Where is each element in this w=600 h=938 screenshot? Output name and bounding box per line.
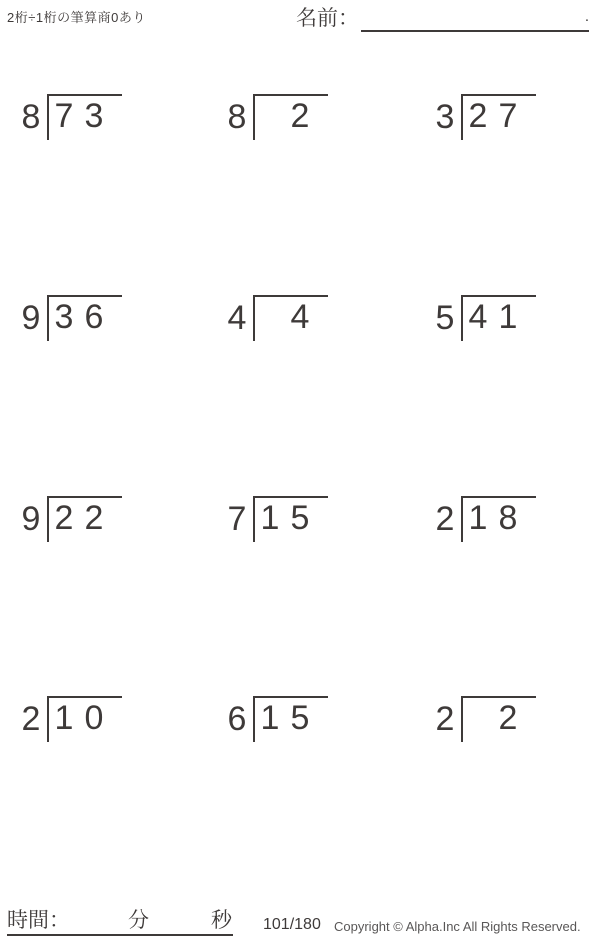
dividend-ones: 2: [84, 499, 104, 537]
division-bracket: [253, 696, 328, 742]
divisor: 5: [435, 299, 455, 337]
division-problem-11: [224, 696, 328, 742]
dividend-tens: [255, 99, 285, 140]
divisor: 8: [21, 98, 41, 136]
division-problem-8: [224, 496, 328, 542]
name-label: 名前：: [296, 7, 359, 30]
dividend-ones: 2: [290, 97, 310, 135]
division-problem-9: [432, 496, 536, 542]
division-problem-2: [224, 94, 328, 140]
division-bracket: [253, 94, 328, 140]
dividend-tens: [463, 701, 493, 742]
divisor: 3: [435, 98, 455, 136]
dividend-tens: 1: [468, 499, 488, 537]
copyright-notice: Copyright © Alpha.Inc All Rights Reserved.: [334, 919, 581, 934]
time-field: [7, 906, 233, 936]
dividend-tens: 2: [54, 499, 74, 537]
minutes-label: 分: [128, 909, 149, 932]
dividend-ones: 1: [498, 298, 518, 336]
dividend-ones: 7: [498, 97, 518, 135]
dividend-ones: 4: [290, 298, 310, 336]
divisor: 9: [21, 299, 41, 337]
dividend-ones: 2: [498, 699, 518, 737]
dividend-tens: 1: [260, 499, 280, 537]
division-problem-7: [18, 496, 122, 542]
division-bracket: [461, 696, 536, 742]
division-problem-10: [18, 696, 122, 742]
division-bracket: [47, 94, 122, 140]
divisor: 2: [435, 700, 455, 738]
division-problem-6: [432, 295, 536, 341]
dividend-ones: 5: [290, 499, 310, 537]
divisor: 4: [227, 299, 247, 337]
division-problem-12: [432, 696, 536, 742]
dividend-tens: 4: [468, 298, 488, 336]
divisor: 7: [227, 500, 247, 538]
division-bracket: [461, 496, 536, 542]
worksheet-title: 2桁÷1桁の筆算商0あり: [7, 10, 146, 25]
dividend-ones: 8: [498, 499, 518, 537]
division-bracket: [47, 496, 122, 542]
divisor: 8: [227, 98, 247, 136]
divisor: 9: [21, 500, 41, 538]
dividend-tens: 2: [468, 97, 488, 135]
division-bracket: [253, 295, 328, 341]
dividend-ones: 6: [84, 298, 104, 336]
division-bracket: [461, 94, 536, 140]
dividend-tens: 1: [54, 699, 74, 737]
dividend-ones: 5: [290, 699, 310, 737]
dividend-tens: [255, 300, 285, 341]
division-bracket: [461, 295, 536, 341]
dividend-tens: 1: [260, 699, 280, 737]
division-problem-1: [18, 94, 122, 140]
name-field: [296, 4, 589, 32]
dividend-ones: 3: [84, 97, 104, 135]
division-problem-5: [224, 295, 328, 341]
divisor: 6: [227, 700, 247, 738]
division-bracket: [47, 295, 122, 341]
dividend-ones: 0: [84, 699, 104, 737]
seconds-label: 秒: [211, 909, 232, 932]
division-bracket: [47, 696, 122, 742]
division-bracket: [253, 496, 328, 542]
dividend-tens: 7: [54, 97, 74, 135]
time-label: 時間：: [7, 909, 70, 932]
divisor: 2: [21, 700, 41, 738]
name-blank-line: .: [361, 4, 589, 32]
divisor: 2: [435, 500, 455, 538]
dividend-tens: 3: [54, 298, 74, 336]
page-number: 101/180: [263, 916, 321, 933]
division-problem-3: [432, 94, 536, 140]
division-problem-4: [18, 295, 122, 341]
